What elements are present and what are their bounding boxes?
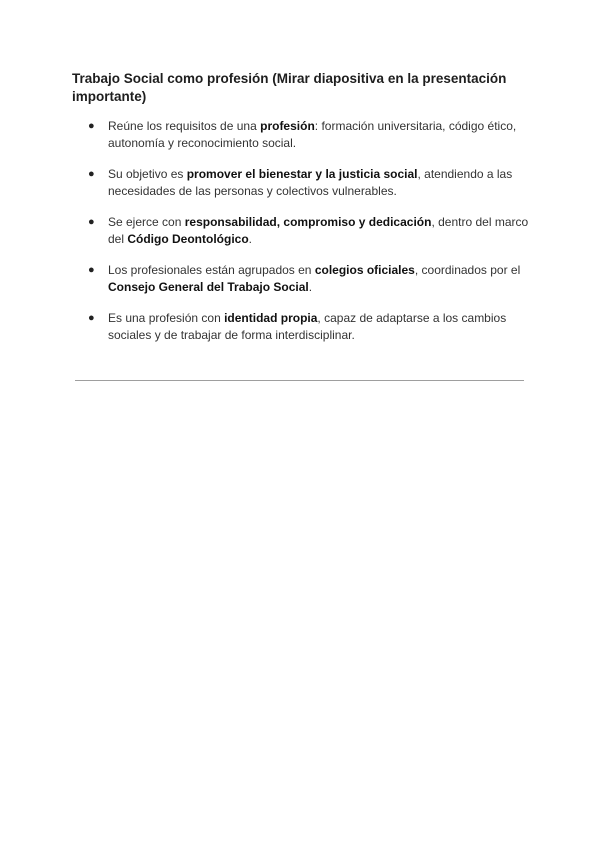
item-bold-text: Consejo General del Trabajo Social <box>108 279 309 294</box>
bullet-icon: ● <box>88 264 95 276</box>
horizontal-divider <box>75 380 524 381</box>
item-bold-text: responsabilidad, compromiso y dedicación <box>184 215 432 229</box>
item-text: , dentro del marco del <box>108 215 529 246</box>
section-heading: Trabajo Social como profesión (Mirar diapositiva en la presentación importante) <box>72 71 507 104</box>
list-item <box>72 118 532 151</box>
item-bold-text: promover el bienestar y la justicia social <box>186 167 418 181</box>
item-bold-text: profesión <box>260 119 315 133</box>
list-item <box>72 166 532 199</box>
item-bold-text: Código Deontológico <box>127 231 249 246</box>
item-text: : formación universitaria, código ético, autonomía y reconocimiento social. <box>108 119 517 150</box>
item-text: Su objetivo es <box>108 167 187 181</box>
list-item <box>72 310 532 343</box>
list-item <box>72 262 532 295</box>
item-text: . <box>248 231 253 246</box>
bullet-icon: ● <box>88 312 95 324</box>
bullet-icon: ● <box>88 216 95 228</box>
bullet-list <box>72 118 532 358</box>
item-text: , capaz de adaptarse a los cambios sociales y de trabajar de forma interdisciplinar. <box>108 311 507 342</box>
item-text: Los profesionales están agrupados en <box>108 263 315 277</box>
bullet-icon: ● <box>88 120 95 132</box>
item-text: Es una profesión con <box>108 311 225 325</box>
item-bold-text: colegios oficiales <box>314 263 415 277</box>
item-text: . <box>308 279 313 294</box>
item-text: , atendiendo a las necesidades de las personas y colectivos vulnerables. <box>108 167 513 198</box>
item-text: Se ejerce con <box>108 215 185 229</box>
item-text: Reúne los requisitos de una <box>108 119 261 133</box>
list-item <box>72 214 532 247</box>
item-bold-text: identidad propia <box>224 311 318 325</box>
item-text: , coordinados por el <box>414 263 521 277</box>
bullet-icon: ● <box>88 168 95 180</box>
